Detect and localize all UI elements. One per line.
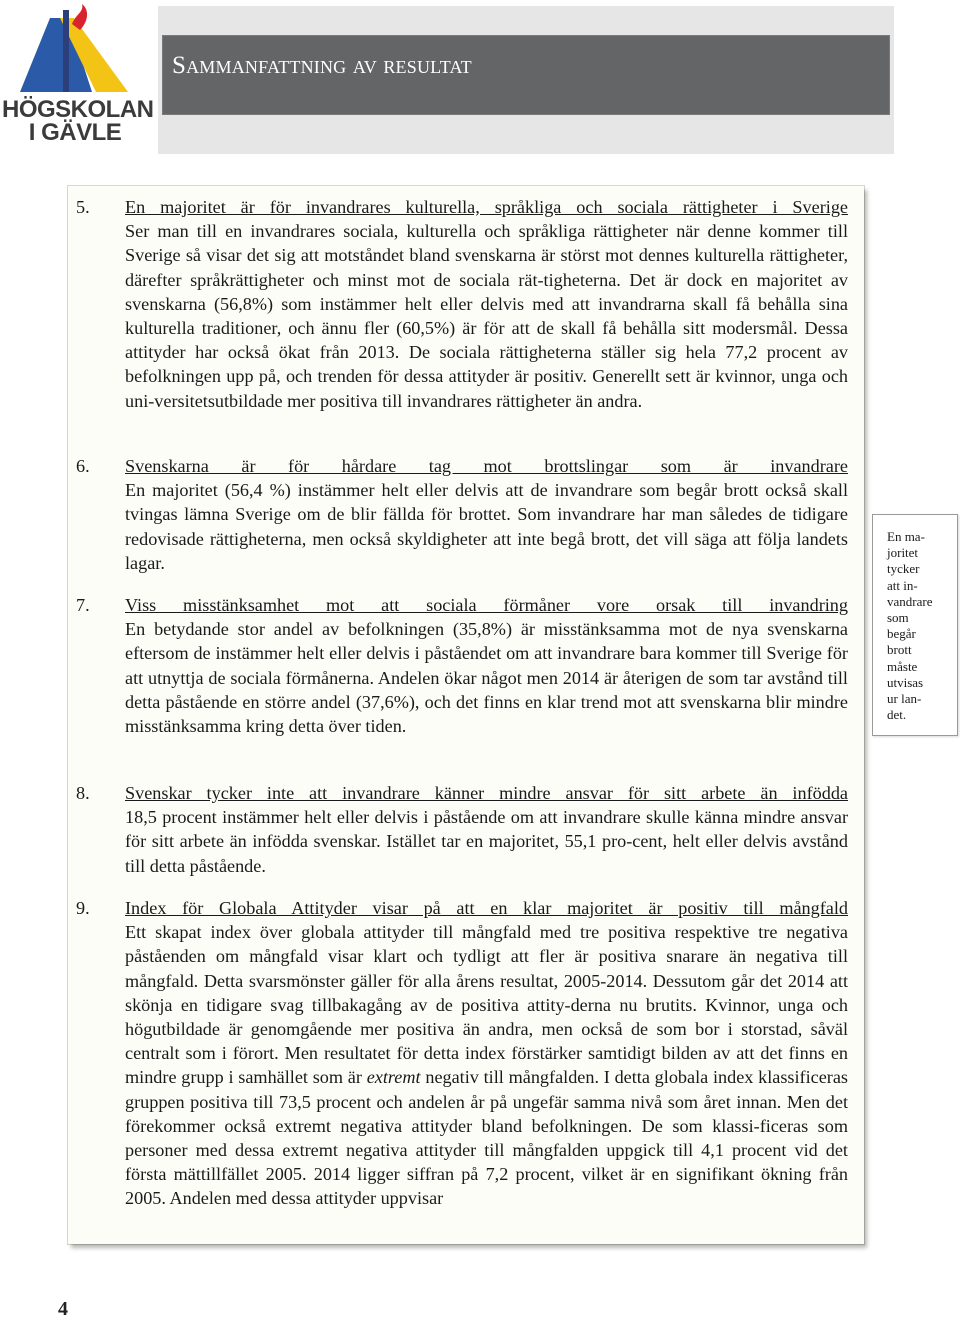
university-logo — [0, 0, 154, 150]
section-number: 9. — [76, 898, 90, 918]
section-8 — [76, 781, 848, 878]
section-5 — [76, 195, 848, 413]
section-number: 6. — [76, 456, 90, 476]
section-body — [125, 920, 848, 1210]
section-9 — [76, 896, 848, 1211]
section-number: 5. — [76, 197, 90, 217]
section-body: Ser man till en invandrares sociala, kulturella och språkliga rättigheter när denne kommer till Sverige så visar det sig att motståndet bland svenskarna är störst mot dennes kulturella rättigheter, därefter språkrättigheter och minst mot de sociala rät-tigheterna. Det är dock en majoritet av svenskarna (56,8%) som instämmer helt eller delvis med att invandrarna skall få behålla sina kulturella traditioner, och ännu fler (60,5%) är för att de skall få behålla sitt modersmål. Dessa attityder har också ökat från 2013. De sociala rättigheterna ställer sig hela 77,2 procent av befolkningen upp på, och trenden för dessa attityder är positiv. Generellt sett är kvinnor, unga och uni-versitetsutbildade mer positiva till invandrares rättigheter än andra. — [125, 221, 848, 411]
section-heading: Index för Globala Attityder visar på att en klar majoritet är positiv till mångfald — [125, 898, 848, 918]
section-body: 18,5 procent instämmer helt eller delvis i påstående om att invandrare skulle känna mindre ansvar för sitt arbete än infödda svenskar. Istället tar en majoritet, 55,1 pro-cent, helt eller delvis avstånd till detta påstående. — [125, 807, 848, 876]
emphasis-text: extremt — [366, 1067, 421, 1088]
logo-text-line1: HÖGSKOLAN — [2, 96, 154, 123]
section-heading: Svenskarna är för hårdare tag mot brottslingar som är invandrare — [125, 456, 848, 476]
section-6 — [76, 454, 848, 575]
section-heading: En majoritet är för invandrares kulturella, språkliga och sociala rättigheter i Sverige — [125, 197, 848, 217]
section-body: En majoritet (56,4 %) instämmer helt eller delvis att de invandrare som begår brott också skall tvingas lämna Sverige om de blir fällda för brottet. Som invandrare har man således de tidigare redovisade rättigheterna, men också skyldigheter att inte begå brott, det vill säga att följa landets lagar. — [125, 480, 848, 573]
section-heading: Viss misstänksamhet mot att sociala förmåner vore orsak till invandring — [125, 595, 848, 615]
section-number: 7. — [76, 595, 90, 615]
section-number: 8. — [76, 783, 90, 803]
section-body-part1: Ett skapat index över globala attityder till mångfald med tre positiva respektive tre negativa påståenden om mångfald visar klart och tydligt att fler är positiva snarare än negativa till mångfald. Detta svarsmönster gäller för alla årens resultat, 2005-2014. Dessutom går det 2014 att skönja en tidigare svag tillbakagång av de positiva attity-derna nu brutits. Kvinnor, unga och högutbildade är genomgående mer positiva än andra, men också de som bor i storstad, såväl centralt som i förort. Men resultatet för detta index förstärker samtidigt bilden av att det finns en mindre grupp i samhället som är — [125, 922, 848, 1088]
section-body: En betydande stor andel av befolkningen (35,8%) är misstänksamma mot de nya svenskarna eftersom de instämmer helt eller delvis i påståendet om att invandrare bara kommer till Sverige för att utnyttja de sociala förmånerna. Andelen ökar något men 2014 är återigen de som tar avstånd till detta påstående en större andel (37,6%), och det finns en klar trend mot att svenskarna blir mindre misstänksamma kring detta över tiden. — [125, 619, 848, 737]
margin-note-text: En ma- joritet tycker att in- vandrare som begår brott måste utvisas ur lan- det. — [887, 529, 933, 723]
page-number: 4 — [58, 1298, 68, 1320]
logo-emblem-icon — [0, 0, 150, 100]
margin-note-box — [872, 514, 958, 736]
logo-text-line2: I GÄVLE — [28, 119, 122, 146]
section-heading: Svenskar tycker inte att invandrare känner mindre ansvar för sitt arbete än infödda — [125, 783, 848, 803]
section-7 — [76, 593, 848, 738]
summary-panel — [68, 186, 864, 1244]
section-body-part2: negativ till mångfalden. I detta globala index klassificeras gruppen positiva till 73,5 procent och andelen år på ungefär samma nivå som året innan. Men det förekommer också extremt negativa attityder bland befolkningen. De som klassi-ficeras som personer med dessa extremt negativa attityder till mångfalden uppgick till 4,1 procent vid det första mättillfället 2005. 2014 ligger siffran på 7,2 procent, vilket är en signifikant ökning från 2005. Andelen med dessa attityder uppvisar — [125, 1067, 849, 1209]
page-title: Sammanfattning av resultat — [172, 52, 472, 79]
